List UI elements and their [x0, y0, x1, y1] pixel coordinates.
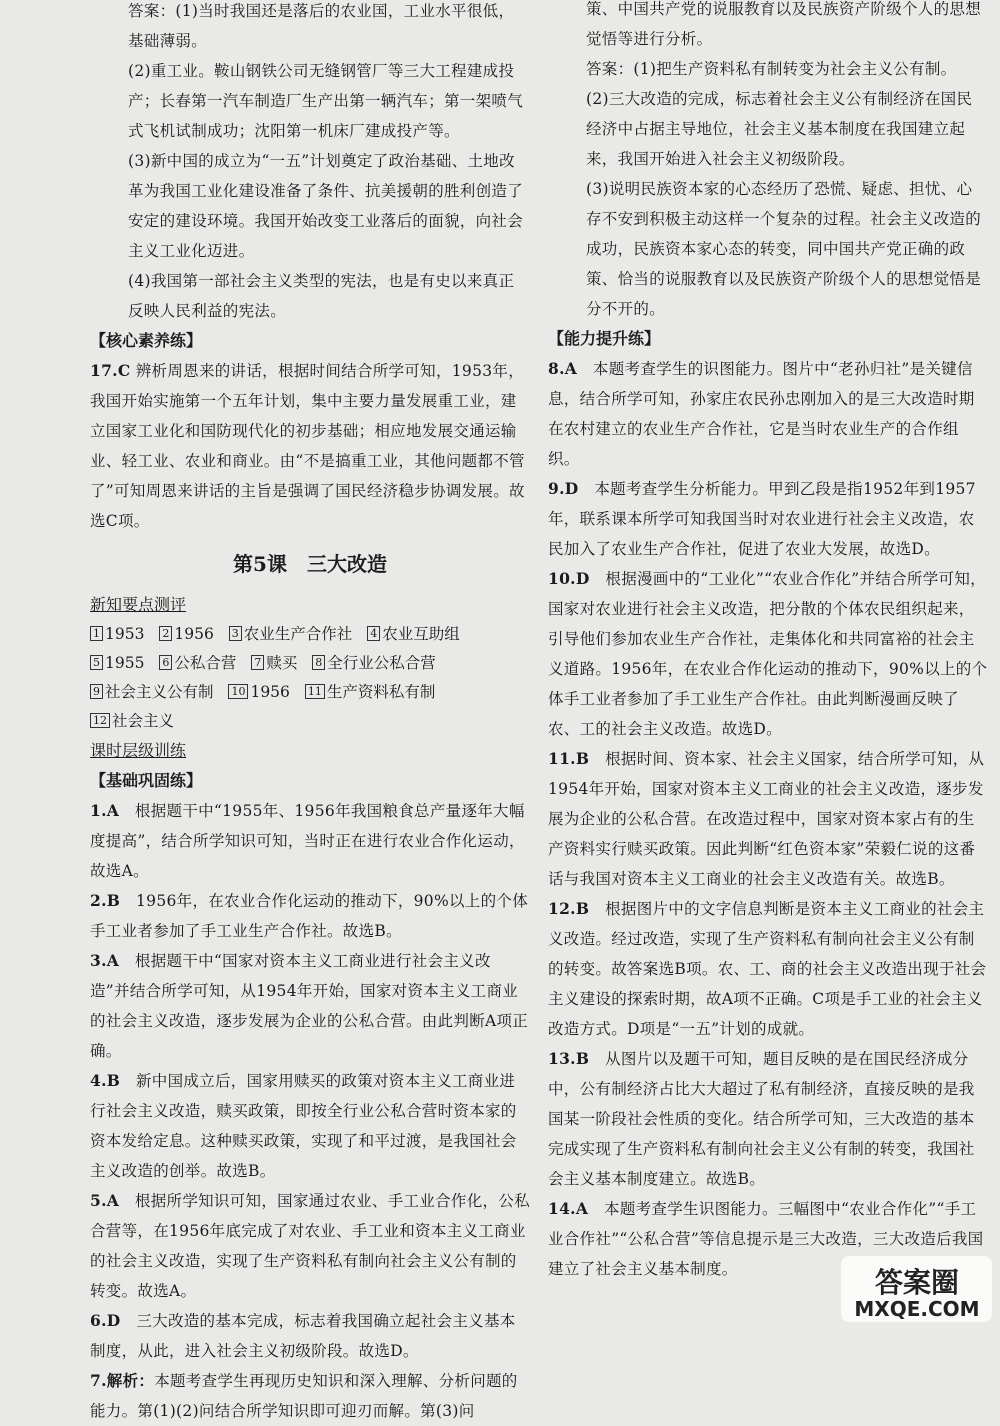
basic-item-7: 7.解析：本题考查学生再现历史知识和深入理解、分析问题的能力。第(1)(2)问结合所学知识即可迎刃而解。第(3)问	[90, 1371, 518, 1420]
answer-4: (4)我国第一部社会主义类型的宪法，也是有史以来真正反映人民利益的宪法。	[128, 272, 515, 320]
ability-item-14: 14.A 本题考查学生识图能力。三幅图中“农业合作化”“手工业合作社”“公私合营”等信息提示是三大改造，三大改造后我国建立了社会主义基本制度。	[548, 1199, 984, 1278]
answer-2: (2)重工业。鞍山钢铁公司无缝钢管厂等三大工程建成投产；长春第一汽车制造厂生产出第一辆汽车；第一架喷气式飞机试制成功；沈阳第一机床厂建成投产等。	[128, 62, 524, 140]
blank-2: 2 1956	[159, 620, 213, 649]
right-answer-2: (2)三大改造的完成，标志着社会主义公有制经济在国民经济中占据主导地位，社会主义基本制度在我国建立起来，我国开始进入社会主义初级阶段。	[586, 90, 973, 168]
blank-9: 9 社会主义公有制	[90, 678, 214, 707]
right-answer-1: 答案：(1)把生产资料私有制转变为社会主义公有制。	[586, 60, 957, 78]
blank-8: 8 全行业公私合营	[312, 649, 436, 678]
ability-item-13: 13.B 从图片以及题干可知，题目反映的是在国民经济成分中，公有制经济占比大大超过了私有制经济，直接反映的是我国某一阶段社会性质的变化。结合所学可知，三大改造的基本完成实现了生产资料私有制向社会主义公有制的转变，我国社会主义基本制度建立。故选B。	[548, 1049, 975, 1188]
blank-6: 6 公私合营	[159, 649, 236, 678]
ability-heading: 【能力提升练】	[548, 329, 661, 348]
lesson-title: 第5课 三大改造	[233, 552, 387, 576]
core-heading: 【核心素养练】	[90, 331, 203, 350]
watermark-logo	[839, 1254, 994, 1324]
basic-item-3: 3.A 根据题干中“国家对资本主义工商业进行社会主义改造”并结合所学可知，从1954年开始，国家对资本主义工商业的社会主义改造，逐步发展为企业的公私合营。由此判断A项正确。	[90, 951, 529, 1060]
basic-item-1: 1.A 根据题干中“1955年、1956年我国粮食总产量逐年大幅度提高”，结合所学知识可知，当时正在进行农业合作化运动，故选A。	[90, 801, 525, 880]
answer-1: 答案：(1)当时我国还是落后的农业国，工业水平很低，基础薄弱。	[128, 2, 515, 50]
right-answer-3: (3)说明民族资本家的心态经历了恐慌、疑虑、担忧、心存不安到积极主动这样一个复杂的过程。社会主义改造的成功，民族资本家心态的转变，同中国共产党正确的政策、恰当的说服教育以及民族资产阶级个人的思想觉悟是分不开的。	[586, 180, 982, 318]
question-17-head: 17.C	[90, 361, 131, 380]
question-17	[90, 356, 530, 536]
logo-text: 答案圈	[874, 1266, 960, 1299]
ability-item-9: 9.D 本题考查学生分析能力。甲到乙段是指1952年到1957年，联系课本所学可知我国当时对农业进行社会主义改造，农民加入了农业生产合作社，促进了农业大发展，故选D。	[548, 479, 976, 558]
basic-item-2: 2.B 1956年，在农业合作化运动的推动下，90%以上的个体手工业者参加了手工业生产合作社。故选B。	[90, 891, 528, 940]
blank-5: 5 1955	[90, 649, 144, 678]
logo-url: MXQE.COM	[854, 1297, 980, 1321]
basic-heading: 【基础巩固练】	[90, 771, 203, 790]
blank-7: 7 赎买	[251, 649, 297, 678]
blank-answers	[90, 620, 530, 736]
lesson-training-heading: 课时层级训练	[90, 741, 187, 760]
blank-12: 12 社会主义	[90, 707, 174, 736]
right-column	[548, 0, 988, 1284]
ability-item-11: 11.B 根据时间、资本家、社会主义国家，结合所学可知，从1954年开始，国家对资本主义工商业的社会主义改造，逐步发展为企业的公私合营。在改造过程中，国家对资本家占有的生产资料实行赎买政策。因此判断“红色资本家”荣毅仁说的这番话与我国对资本主义工商业的社会主义改造有关。故选B。	[548, 749, 985, 888]
ability-item-12: 12.B 根据图片中的文字信息判断是资本主义工商业的社会主义改造。经过改造，实现了生产资料私有制向社会主义公有制的转变。故答案选B项。农、工、商的社会主义改造出现于社会主义建设的探索时期，故A项不正确。C项是手工业的社会主义改造方式。D项是“一五”计划的成就。	[548, 899, 987, 1038]
ability-items	[548, 354, 988, 1284]
blank-4: 4 农业互助组	[367, 620, 460, 649]
question-17-text: 辨析周恩来的讲话，根据时间结合所学可知，1953年，我国开始实施第一个五年计划，集中主要力量发展重工业，建立国家工业化和国防现代化的初步基础；相应地发展交通运输业、轻工业、农业和商业。由“不是搞重工业，其他问题都不管了”可知周恩来讲话的主旨是强调了国民经济稳步协调发展。故选C项。	[90, 362, 525, 530]
answer-3: (3)新中国的成立为“一五”计划奠定了政治基础、土地改革为我国工业化建设准备了条件、抗美援朝的胜利创造了安定的建设环境。我国开始改变工业落后的面貌，向社会主义工业化迈进。	[128, 152, 524, 260]
blank-11: 11 生产资料私有制	[305, 678, 436, 707]
ability-item-8: 8.A 本题考查学生的识图能力。图片中“老孙归社”是关键信息，结合所学可知，孙家庄农民孙忠刚加入的是三大改造时期在农村建立的农业生产合作社，它是当时农业生产的合作组织。	[548, 359, 975, 468]
left-answer-block	[90, 0, 530, 326]
left-column	[90, 0, 530, 1426]
basic-items	[90, 796, 530, 1426]
right-continuation: 策、中国共产党的说服教育以及民族资产阶级个人的思想觉悟等进行分析。	[586, 0, 982, 48]
basic-item-4: 4.B 新中国成立后，国家用赎买的政策对资本主义工商业进行社会主义改造，赎买政策，即按全行业公私合营时资本家的资本发给定息。这种赎买政策，实现了和平过渡，是我国社会主义改造的创举。故选B。	[90, 1071, 517, 1180]
basic-item-5: 5.A 根据所学知识可知，国家通过农业、手工业合作化，公私合营等，在1956年底完成了对农业、手工业和资本主义工商业的社会主义改造，实现了生产资料私有制向社会主义公有制的转变。故选A。	[90, 1191, 530, 1300]
right-answer-block	[548, 0, 988, 324]
blank-3: 3 农业生产合作社	[229, 620, 353, 649]
blank-1: 1 1953	[90, 620, 144, 649]
ability-item-10: 10.D 根据漫画中的“工业化”“农业合作化”并结合所学可知，国家对农业进行社会主义改造，把分散的个体农民组织起来，引导他们参加农业生产合作社，走集体化和共同富裕的社会主义道路。1956年，在农业合作化运动的推动下，90%以上的个体手工业者参加了手工业生产合作社。由此判断漫画反映了农、工的社会主义改造。故选D。	[548, 569, 988, 738]
new-points-heading: 新知要点测评	[90, 595, 187, 614]
blank-10: 10 1956	[228, 678, 289, 707]
basic-item-6: 6.D 三大改造的基本完成，标志着我国确立起社会主义基本制度，从此，进入社会主义初级阶段。故选D。	[90, 1311, 516, 1360]
